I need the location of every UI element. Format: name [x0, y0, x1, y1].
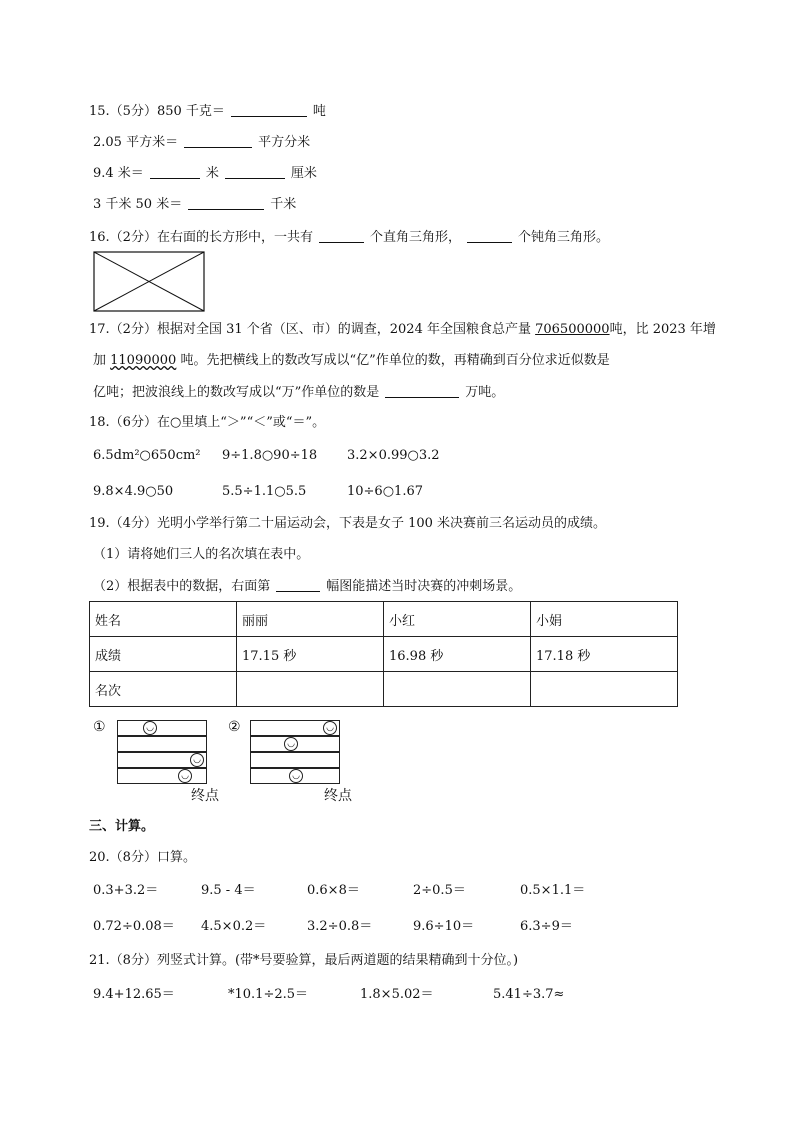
q18-item: 6.5dm²○650cm² [93, 448, 201, 463]
table-cell: 名次 [90, 672, 237, 707]
table-row [90, 672, 678, 707]
calc-item: 0.5×1.1＝ [520, 883, 586, 898]
calc-item: 5.41÷3.7≈ [493, 987, 565, 1002]
answer-blank[interactable] [276, 577, 320, 592]
q15-line1: 15.（5分）850 千克＝ 吨 [89, 104, 326, 119]
lane [117, 768, 207, 784]
q18-item: 3.2×0.99○3.2 [347, 448, 440, 463]
q16-text: 16.（2分）在右面的长方形中，一共有 个直角三角形， 个钝角三角形。 [89, 230, 609, 245]
answer-blank[interactable] [467, 228, 512, 243]
table-cell: 17.18 秒 [531, 637, 678, 672]
q19-sub1: （1）请将她们三人的名次填在表中。 [93, 547, 310, 562]
results-table [89, 601, 678, 707]
answer-blank[interactable] [385, 383, 459, 398]
table-cell: 17.15 秒 [237, 637, 384, 672]
table-cell: 小红 [384, 602, 531, 637]
q17-line1: 17.（2分）根据对全国 31 个省（区、市）的调查，2024 年全国粮食总产量 706500000吨，比 2023 年增 [89, 322, 716, 337]
calc-item: *10.1÷2.5＝ [228, 987, 309, 1002]
answer-blank[interactable] [150, 164, 200, 179]
table-cell: 成绩 [90, 637, 237, 672]
q21-title: 21.（8分）列竖式计算。(带*号要验算，最后两道题的结果精确到十分位。) [89, 953, 519, 968]
lane [250, 752, 340, 768]
runner-face-icon: ◡ [190, 753, 204, 767]
finish-label: 终点 [324, 788, 352, 804]
rank-input-cell[interactable] [384, 672, 531, 707]
calc-item: 9.6÷10＝ [413, 919, 475, 934]
lane [117, 752, 207, 768]
figure-1-number: ① [93, 719, 106, 735]
q15-line4: 3 千米 50 米＝ 千米 [93, 197, 297, 212]
table-cell: 16.98 秒 [384, 637, 531, 672]
rank-input-cell[interactable] [531, 672, 678, 707]
q18-item: 5.5÷1.1○5.5 [222, 484, 307, 499]
section-heading: 三、计算。 [89, 819, 155, 834]
calc-item: 3.2÷0.8＝ [307, 919, 373, 934]
answer-blank[interactable] [225, 164, 285, 179]
runner-face-icon: ◡ [143, 721, 157, 735]
calc-item: 6.3÷9＝ [520, 919, 573, 934]
answer-blank[interactable] [319, 228, 364, 243]
calc-item: 4.5×0.2＝ [201, 919, 267, 934]
table-cell: 丽丽 [237, 602, 384, 637]
q19-sub2: （2）根据表中的数据，右面第 幅图能描述当时决赛的冲刺场景。 [93, 579, 522, 594]
finish-label: 终点 [191, 788, 219, 804]
calc-item: 0.72÷0.08＝ [93, 919, 175, 934]
calc-item: 9.4+12.65＝ [93, 987, 175, 1002]
table-row [90, 602, 678, 637]
answer-blank[interactable] [231, 102, 307, 117]
answer-blank[interactable] [184, 133, 252, 148]
table-cell: 小娟 [531, 602, 678, 637]
q18-item: 10÷6○1.67 [347, 484, 423, 499]
q18-item: 9.8×4.9○50 [93, 484, 174, 499]
figure-2-number: ② [228, 719, 241, 735]
q17-line3: 亿吨；把波浪线上的数改写成以“万”作单位的数是 万吨。 [93, 385, 505, 400]
lane [117, 736, 207, 752]
runner-face-icon: ◡ [284, 737, 298, 751]
lane [250, 720, 340, 736]
rectangle-figure [93, 251, 205, 312]
q19-title: 19.（4分）光明小学举行第二十届运动会，下表是女子 100 米决赛前三名运动员的成绩。 [89, 516, 607, 531]
lane [250, 768, 340, 784]
q18-item: 9÷1.8○90÷18 [222, 448, 318, 463]
table-row [90, 637, 678, 672]
q15-line3: 9.4 米＝ 米 厘米 [93, 166, 317, 181]
table-cell: 姓名 [90, 602, 237, 637]
q17-line2: 加 11090000 吨。先把横线上的数改写成以“亿”作单位的数，再精确到百分位求近似数是 [93, 353, 610, 368]
calc-item: 1.8×5.02＝ [360, 987, 434, 1002]
answer-blank[interactable] [188, 195, 264, 210]
calc-item: 9.5 - 4＝ [201, 883, 256, 898]
runner-face-icon: ◡ [289, 769, 303, 783]
calc-item: 2÷0.5＝ [413, 883, 466, 898]
runner-face-icon: ◡ [178, 769, 192, 783]
calc-item: 0.3+3.2＝ [93, 883, 159, 898]
rank-input-cell[interactable] [237, 672, 384, 707]
runner-face-icon: ◡ [323, 721, 337, 735]
lane [117, 720, 207, 736]
lane [250, 736, 340, 752]
q20-title: 20.（8分）口算。 [89, 850, 196, 865]
q15-line2: 2.05 平方米＝ 平方分米 [93, 135, 311, 150]
calc-item: 0.6×8＝ [307, 883, 360, 898]
q18-title: 18.（6分）在○里填上“＞”“＜”或“＝”。 [89, 415, 326, 430]
